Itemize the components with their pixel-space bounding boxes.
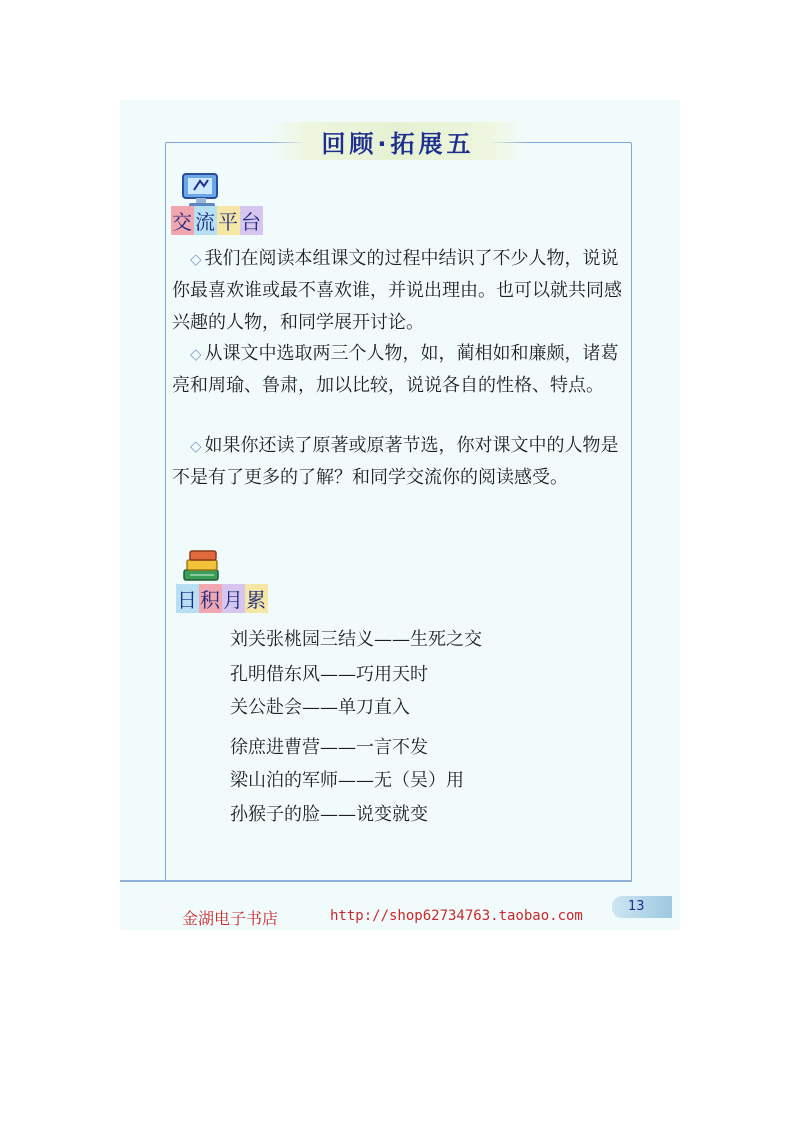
heading-char-2: 流: [194, 206, 217, 235]
title-bar: [268, 122, 528, 160]
idiom-item: 徐庶进曹营——一言不发: [230, 737, 428, 758]
heading-char-3: 平: [217, 206, 240, 235]
paragraph-1: [172, 243, 627, 339]
books-icon: [180, 548, 224, 588]
idiom-item: 关公赴会——单刀直入: [230, 697, 410, 718]
heading-char-1: 交: [171, 206, 194, 235]
store-watermark: 金湖电子书店: [182, 909, 279, 928]
paragraph-2: [172, 338, 627, 402]
heading-char-4: 累: [245, 584, 268, 613]
bottom-rule: [120, 880, 632, 882]
page-number: 13: [628, 899, 645, 914]
paragraph-3-text: 如果你还读了原著或原著节选，你对课文中的人物是不是有了更多的了解？和同学交流你的阅读感受。: [172, 435, 619, 488]
idiom-item: 孔明借东风——巧用天时: [230, 664, 428, 685]
paragraph-2-text: 从课文中选取两三个人物，如，蔺相如和廉颇，诸葛亮和周瑜、鲁肃，加以比较，说说各自的性格、特点。: [172, 343, 619, 396]
idiom-item: 孙猴子的脸——说变就变: [230, 804, 428, 825]
diamond-bullet-icon: ◇: [190, 250, 202, 268]
page-title: 回顾·拓展五: [321, 129, 475, 158]
section-heading-exchange: [171, 206, 263, 235]
store-url-watermark: http://shop62734763.taobao.com: [330, 908, 583, 924]
diamond-bullet-icon: ◇: [190, 437, 202, 455]
idiom-item: 梁山泊的军师——无（吴）用: [230, 770, 464, 791]
heading-char-3: 月: [222, 584, 245, 613]
paragraph-1-text: 我们在阅读本组课文的过程中结识了不少人物，说说你最喜欢谁或最不喜欢谁，并说出理由。也可以就共同感兴趣的人物，和同学展开讨论。: [172, 248, 622, 333]
diamond-bullet-icon: ◇: [190, 345, 202, 363]
section-heading-accumulate: [176, 584, 268, 613]
heading-char-4: 台: [240, 206, 263, 235]
idiom-item: 刘关张桃园三结义——生死之交: [230, 629, 482, 650]
heading-char-2: 积: [199, 584, 222, 613]
heading-char-1: 日: [176, 584, 199, 613]
paragraph-3: [172, 430, 627, 494]
